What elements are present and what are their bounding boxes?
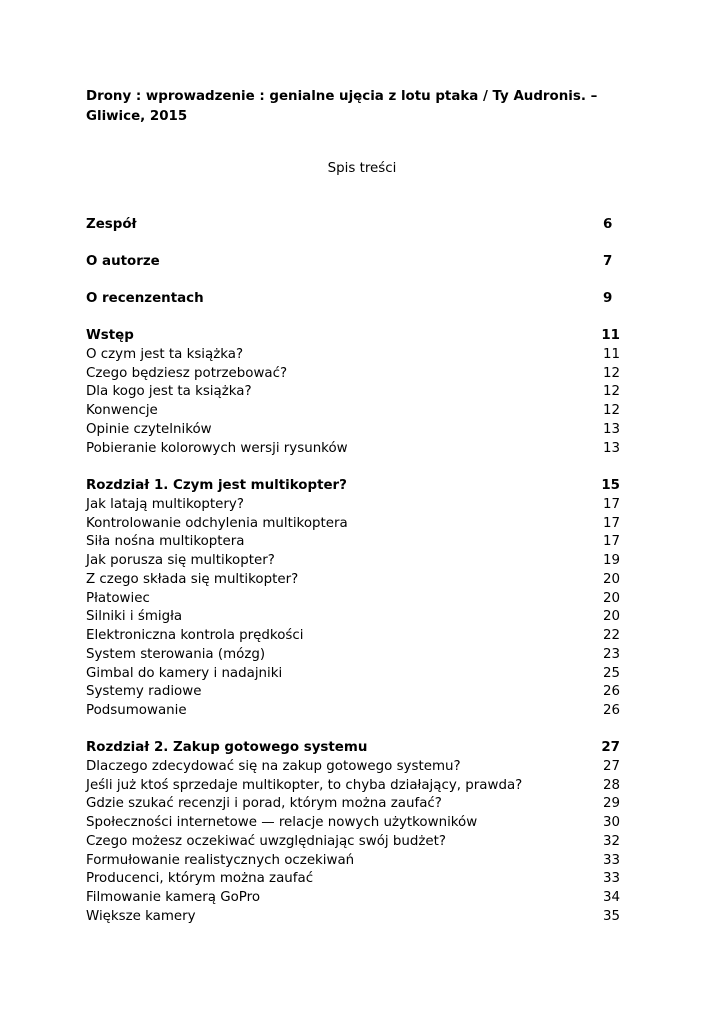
toc-entry [86, 758, 620, 776]
toc-entry [86, 571, 620, 589]
toc-entry-page: 6 [603, 217, 613, 232]
toc-entry [86, 421, 620, 439]
toc-entry-label: Podsumowanie [86, 703, 187, 718]
toc-entry-page: 23 [602, 647, 620, 662]
toc-entry-label: Rozdział 1. Czym jest multikopter? [86, 478, 347, 493]
toc-entry-page: 17 [602, 497, 620, 512]
toc-entry-page: 26 [602, 703, 620, 718]
toc-entry-label: Systemy radiowe [86, 684, 202, 699]
toc-entry-label: Jeśli już ktoś sprzedaje multikopter, to chyba działający, prawda? [86, 778, 523, 793]
toc-entry-label: Silniki i śmigła [86, 609, 183, 624]
toc-entry-page: 13 [602, 422, 620, 437]
toc-entry [86, 795, 620, 813]
toc-entry [86, 665, 620, 683]
toc-entry-page: 12 [602, 384, 620, 399]
toc-entry-page: 34 [602, 890, 620, 905]
toc-entry-page: 29 [602, 796, 620, 811]
toc-entry-label: Opinie czytelników [86, 422, 212, 437]
toc-entry-page: 30 [602, 815, 620, 830]
toc-entry-page: 15 [601, 478, 620, 493]
toc-entry-front-matter [86, 216, 620, 234]
toc-entry [86, 627, 620, 645]
toc-entry [86, 646, 620, 664]
toc-entry-label: O recenzentach [86, 291, 204, 306]
toc-entry-page: 26 [602, 684, 620, 699]
toc-entry-page: 27 [602, 759, 620, 774]
toc-entry [86, 365, 620, 383]
toc-entry [86, 552, 620, 570]
toc-entry-front-matter [86, 290, 620, 308]
toc-entry-label: Społeczności internetowe — relacje nowych użytkowników [86, 815, 478, 830]
toc-entry-label: O czym jest ta książka? [86, 347, 244, 362]
toc-entry-label: Dlaczego zdecydować się na zakup gotowego systemu? [86, 759, 461, 774]
toc-entry-label: Jak porusza się multikopter? [86, 553, 275, 568]
toc-entry-page: 17 [602, 516, 620, 531]
toc-entry-label: Zespół [86, 217, 137, 232]
toc-entry-page: 27 [601, 740, 620, 755]
toc-entry [86, 515, 620, 533]
toc-entry-label: Dla kogo jest ta książka? [86, 384, 252, 399]
toc-entry [86, 496, 620, 514]
toc-entry-label: Z czego składa się multikopter? [86, 572, 299, 587]
toc-entry-label: Większe kamery [86, 909, 196, 924]
toc-entry [86, 533, 620, 551]
toc-entry-label: Formułowanie realistycznych oczekiwań [86, 853, 355, 868]
toc-entry-label: Czego możesz oczekiwać uwzględniając swój budżet? [86, 834, 446, 849]
toc-entry-page: 11 [601, 328, 620, 343]
toc-entry-label: Gdzie szukać recenzji i porad, którym można zaufać? [86, 796, 442, 811]
toc-entry-label: System sterowania (mózg) [86, 647, 266, 662]
toc-entry [86, 402, 620, 420]
toc-entry [86, 590, 620, 608]
toc-entry-page: 32 [602, 834, 620, 849]
toc-heading: Spis treści [327, 161, 397, 176]
toc-entry-page: 20 [602, 609, 620, 624]
toc-entry [86, 870, 620, 888]
toc-entry [86, 889, 620, 907]
toc-entry-label: Gimbal do kamery i nadajniki [86, 666, 283, 681]
toc-entry-page: 13 [602, 441, 620, 456]
toc-entry [86, 383, 620, 401]
toc-entry-label: Wstęp [86, 328, 134, 343]
toc-chapter-heading [86, 327, 620, 345]
toc-entry-page: 33 [602, 871, 620, 886]
toc-entry-page: 19 [602, 553, 620, 568]
toc-entry-page: 12 [602, 403, 620, 418]
toc-entry-page: 9 [603, 291, 613, 306]
toc-entry-front-matter [86, 253, 620, 271]
toc-entry-label: Kontrolowanie odchylenia multikoptera [86, 516, 348, 531]
document-title: Drony : wprowadzenie : genialne ujęcia z lotu ptaka / Ty Audronis. – Gliwice, 2015 [86, 89, 598, 124]
toc-entry-label: O autorze [86, 254, 160, 269]
toc-entry-page: 11 [602, 347, 620, 362]
toc-entry-page: 28 [602, 778, 620, 793]
toc-entry-label: Rozdział 2. Zakup gotowego systemu [86, 740, 368, 755]
toc-entry-label: Jak latają multikoptery? [86, 497, 244, 512]
toc-entry-page: 22 [602, 628, 620, 643]
toc-entry-label: Konwencje [86, 403, 158, 418]
toc-entry-label: Płatowiec [86, 591, 150, 606]
toc-entry-label: Filmowanie kamerą GoPro [86, 890, 261, 905]
toc-entry-page: 20 [602, 572, 620, 587]
toc-entry-label: Pobieranie kolorowych wersji rysunków [86, 441, 348, 456]
toc-entry-page: 12 [602, 366, 620, 381]
toc-entry [86, 833, 620, 851]
toc-chapter-heading [86, 739, 620, 757]
toc-chapter-heading [86, 477, 620, 495]
toc-entry-page: 25 [602, 666, 620, 681]
toc-entry [86, 777, 620, 795]
toc-entry-label: Producenci, którym można zaufać [86, 871, 314, 886]
toc-entry [86, 440, 620, 458]
toc-entry-page: 33 [602, 853, 620, 868]
toc-entry [86, 814, 620, 832]
toc-entry-label: Czego będziesz potrzebować? [86, 366, 288, 381]
toc-entry-page: 17 [602, 534, 620, 549]
toc-entry [86, 852, 620, 870]
toc-entry-page: 20 [602, 591, 620, 606]
toc-entry [86, 683, 620, 701]
toc-entry [86, 908, 620, 926]
toc-entry [86, 346, 620, 364]
toc-entry-label: Siła nośna multikoptera [86, 534, 245, 549]
toc-entry [86, 702, 620, 720]
toc-entry [86, 608, 620, 626]
toc-entry-page: 7 [603, 254, 613, 269]
toc-entry-label: Elektroniczna kontrola prędkości [86, 628, 304, 643]
toc-entry-page: 35 [602, 909, 620, 924]
